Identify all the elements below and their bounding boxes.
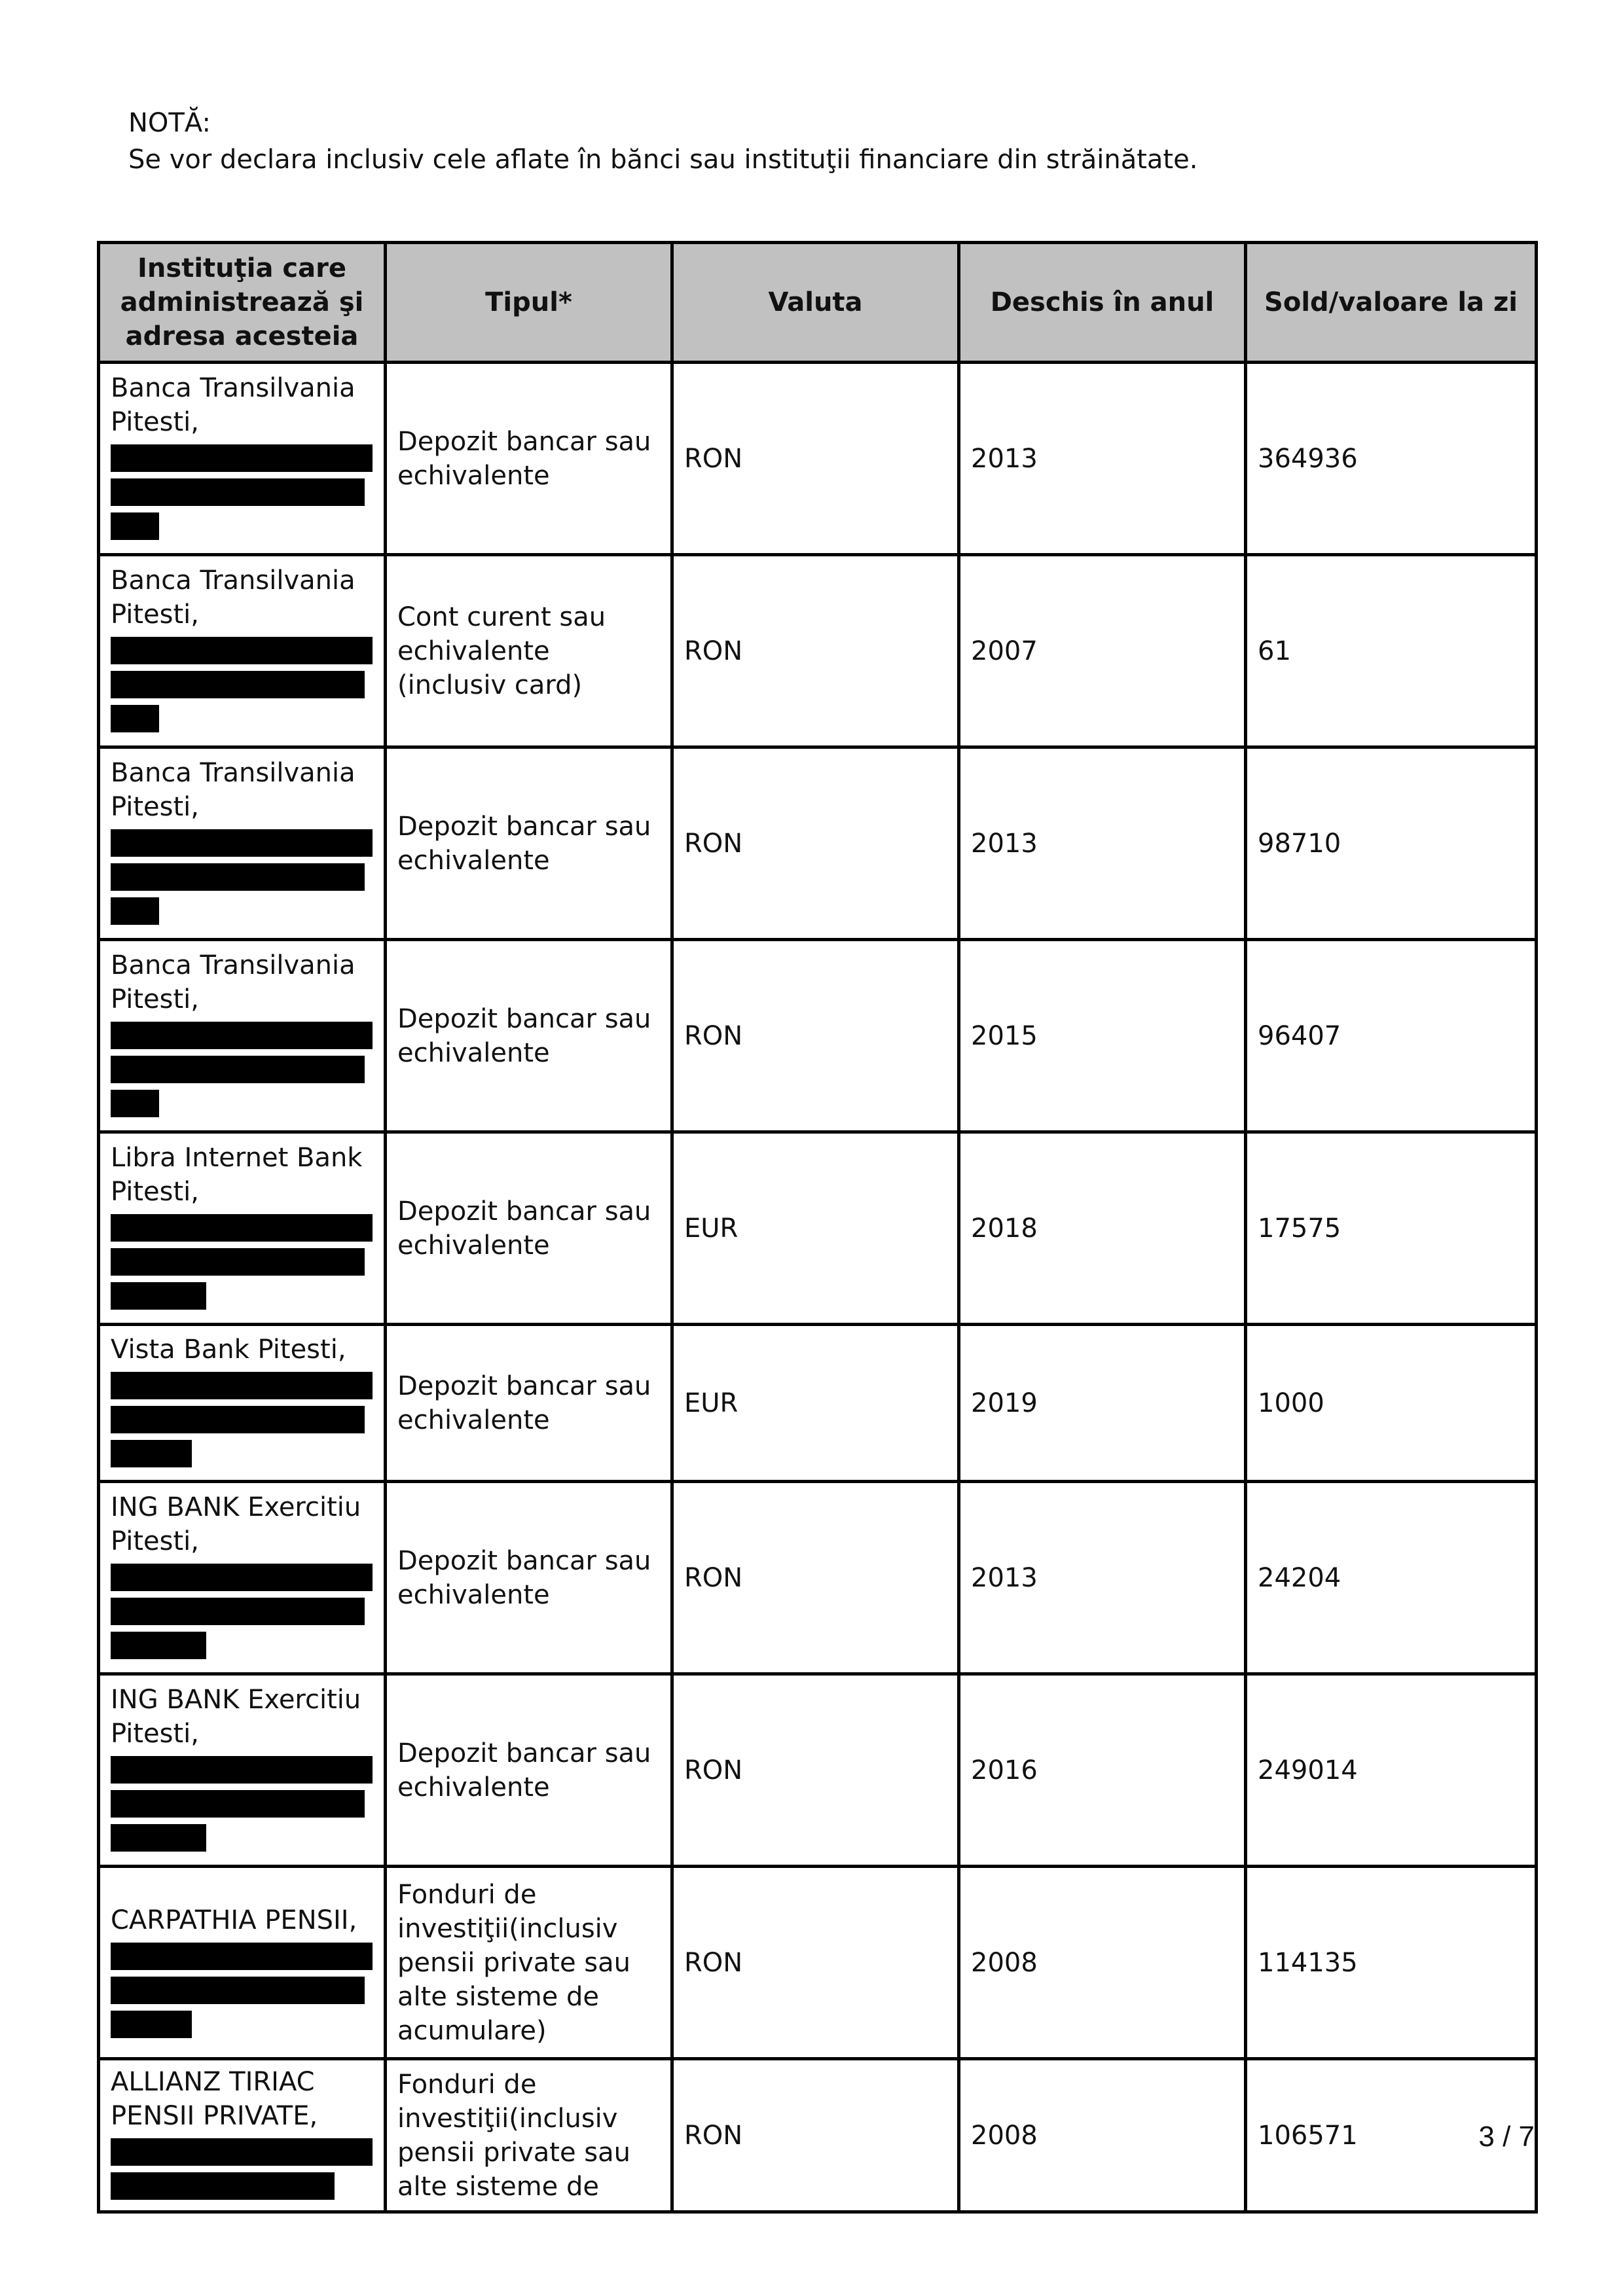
- institution-name: Libra Internet Bank Pitesti,: [111, 1142, 363, 1207]
- institution-cell: [99, 1482, 386, 1674]
- header-balance: Sold/valoare la zi: [1246, 243, 1537, 363]
- redaction-bar: [111, 1790, 365, 1818]
- header-year: Deschis în anul: [959, 243, 1246, 363]
- redaction-bar: [111, 1598, 365, 1625]
- institution-cell: [99, 1867, 386, 2059]
- type-cell: Depozit bancar sau echivalente: [386, 1674, 672, 1867]
- institution-name: Vista Bank Pitesti,: [111, 1334, 346, 1365]
- type-cell: Depozit bancar sau echivalente: [386, 747, 672, 940]
- balance-cell: 106571: [1246, 2059, 1537, 2212]
- header-type: Tipul*: [386, 243, 672, 363]
- redaction-bar: [111, 1248, 365, 1276]
- balance-cell: 61: [1246, 555, 1537, 747]
- table-row: [99, 1482, 1537, 1674]
- institution-name: Banca Transilvania Pitesti,: [111, 950, 356, 1014]
- balance-cell: 24204: [1246, 1482, 1537, 1674]
- redaction-bar: [111, 2011, 192, 2038]
- table-row: [99, 940, 1537, 1132]
- redaction-bar: [111, 637, 373, 664]
- page-number: 3 / 7: [1478, 2121, 1535, 2153]
- redaction-bar: [111, 1282, 206, 1310]
- redaction-bar: [111, 705, 159, 732]
- redaction-bar: [111, 1943, 373, 1970]
- redaction-bar: [111, 1090, 159, 1117]
- currency-cell: RON: [672, 940, 959, 1132]
- institution-cell: [99, 1132, 386, 1325]
- table-row: [99, 1867, 1537, 2059]
- institution-cell: [99, 747, 386, 940]
- redaction-bar: [111, 1564, 373, 1591]
- redaction-bar: [111, 2138, 373, 2166]
- currency-cell: RON: [672, 1674, 959, 1867]
- institution-name: Banca Transilvania Pitesti,: [111, 757, 356, 822]
- header-currency: Valuta: [672, 243, 959, 363]
- redaction-bar: [111, 1214, 373, 1242]
- type-cell: Fonduri de investiţii(inclusiv pensii private sau alte sisteme de acumulare): [386, 1867, 672, 2059]
- balance-cell: 96407: [1246, 940, 1537, 1132]
- institution-name: Banca Transilvania Pitesti,: [111, 565, 356, 630]
- type-cell: Fonduri de investiţii(inclusiv pensii private sau alte sisteme de: [386, 2059, 672, 2212]
- institution-cell: [99, 555, 386, 747]
- balance-cell: 114135: [1246, 1867, 1537, 2059]
- year-cell: 2013: [959, 363, 1246, 555]
- balance-cell: 98710: [1246, 747, 1537, 940]
- institution-name: ING BANK Exercitiu Pitesti,: [111, 1684, 361, 1749]
- type-cell: Depozit bancar sau echivalente: [386, 1132, 672, 1325]
- currency-cell: RON: [672, 2059, 959, 2212]
- assets-table: [97, 241, 1538, 2214]
- balance-cell: 249014: [1246, 1674, 1537, 1867]
- year-cell: 2007: [959, 555, 1246, 747]
- institution-name: ING BANK Exercitiu Pitesti,: [111, 1492, 361, 1556]
- institution-cell: [99, 1325, 386, 1482]
- redaction-bar: [111, 671, 365, 698]
- type-cell: Depozit bancar sau echivalente: [386, 1325, 672, 1482]
- table-header-row: [99, 243, 1537, 363]
- year-cell: 2013: [959, 1482, 1246, 1674]
- table-row: [99, 363, 1537, 555]
- redaction-bar: [111, 1372, 373, 1399]
- table-row: [99, 555, 1537, 747]
- institution-name: ALLIANZ TIRIAC PENSII PRIVATE,: [111, 2066, 318, 2131]
- institution-name: CARPATHIA PENSII,: [111, 1905, 357, 1935]
- currency-cell: EUR: [672, 1325, 959, 1482]
- institution-cell: [99, 2059, 386, 2212]
- redaction-bar: [111, 478, 365, 506]
- type-cell: Cont curent sau echivalente (inclusiv card): [386, 555, 672, 747]
- balance-cell: 364936: [1246, 363, 1537, 555]
- redaction-bar: [111, 1632, 206, 1659]
- balance-cell: 17575: [1246, 1132, 1537, 1325]
- currency-cell: RON: [672, 363, 959, 555]
- redaction-bar: [111, 863, 365, 891]
- institution-cell: [99, 940, 386, 1132]
- balance-cell: 1000: [1246, 1325, 1537, 1482]
- institution-cell: [99, 363, 386, 555]
- type-cell: Depozit bancar sau echivalente: [386, 1482, 672, 1674]
- redaction-bar: [111, 512, 159, 540]
- table-row: [99, 2059, 1537, 2212]
- table-row: [99, 1325, 1537, 1482]
- redaction-bar: [111, 2172, 335, 2200]
- redaction-bar: [111, 1824, 206, 1852]
- year-cell: 2013: [959, 747, 1246, 940]
- note-title: NOTĂ:: [128, 108, 211, 138]
- year-cell: 2016: [959, 1674, 1246, 1867]
- redaction-bar: [111, 1440, 192, 1467]
- year-cell: 2008: [959, 2059, 1246, 2212]
- currency-cell: RON: [672, 555, 959, 747]
- table-row: [99, 1132, 1537, 1325]
- redaction-bar: [111, 1977, 365, 2004]
- currency-cell: RON: [672, 1867, 959, 2059]
- year-cell: 2019: [959, 1325, 1246, 1482]
- currency-cell: RON: [672, 747, 959, 940]
- type-cell: Depozit bancar sau echivalente: [386, 940, 672, 1132]
- institution-name: Banca Transilvania Pitesti,: [111, 372, 356, 437]
- table-row: [99, 747, 1537, 940]
- year-cell: 2015: [959, 940, 1246, 1132]
- year-cell: 2008: [959, 1867, 1246, 2059]
- header-institution: Instituţia care administrează şi adresa acesteia: [99, 243, 386, 363]
- note-text: Se vor declara inclusiv cele aflate în bănci sau instituţii financiare din străinătate.: [128, 145, 1198, 175]
- table-row: [99, 1674, 1537, 1867]
- redaction-bar: [111, 829, 373, 857]
- note-block: [128, 105, 1197, 178]
- currency-cell: EUR: [672, 1132, 959, 1325]
- redaction-bar: [111, 1756, 373, 1784]
- redaction-bar: [111, 1056, 365, 1083]
- redaction-bar: [111, 1022, 373, 1049]
- redaction-bar: [111, 897, 159, 925]
- currency-cell: RON: [672, 1482, 959, 1674]
- institution-cell: [99, 1674, 386, 1867]
- redaction-bar: [111, 1406, 365, 1433]
- year-cell: 2018: [959, 1132, 1246, 1325]
- type-cell: Depozit bancar sau echivalente: [386, 363, 672, 555]
- redaction-bar: [111, 444, 373, 472]
